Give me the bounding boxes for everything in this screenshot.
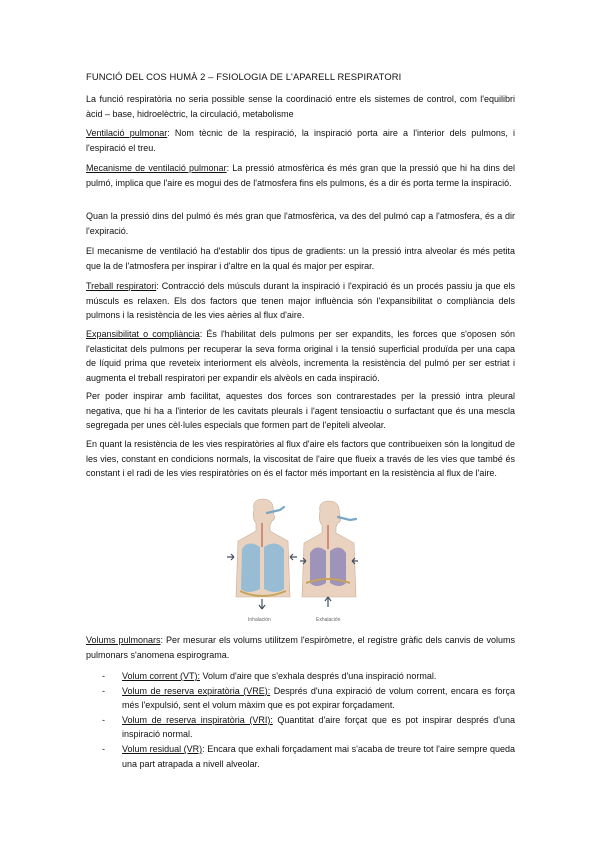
list-item-text: Quantitat d'aire forçat que es pot inspirar després d'una inspiració normal. [122, 714, 515, 740]
term-expansibilitat: Expansibilitat o compliància [86, 329, 200, 339]
paragraph-mecanisme [86, 161, 515, 190]
paragraph-treball [86, 279, 515, 323]
paragraph-text: : Contracció dels músculs durant la inspiració i l'expiració és un procés passiu ja que els músculs es relaxen. Els dos factors que tenen major influència són l'expansibilitat o compliància dels pulmons i la resistència de les vies aèries al flux d'aire. [86, 281, 515, 321]
list-bullet: - [102, 685, 105, 696]
document-title: FUNCIÓ DEL COS HUMÀ 2 – FSIOLOGIA DE L'APARELL RESPIRATORI [86, 71, 402, 82]
term-volum-residual: Volum residual (VR) [122, 743, 203, 754]
term-volum-reserva-expiratoria: Volum de reserva expiratòria (VRE): [122, 685, 271, 696]
list-bullet: - [102, 743, 105, 754]
volume-definitions-list [86, 669, 515, 771]
paragraph-text: : La pressió atmosfèrica és més gran que la pressió que hi ha dins del pulmó, implica que l'aire es mogui des de l'atmosfera fins els pulmons, és a dir és porta terme la inspiració. [86, 163, 515, 188]
caption-inhalation: Inhalación [248, 617, 271, 623]
paragraph-pressio-pleural: Per poder inspirar amb facilitat, aquestes dos forces son contrarestades per la pressió intra pleural negativa, que hi ha a l'interior de les cavitats pleurals i l'agent tensioactiu o surfactant que és una mescla segregada per unes cèl·lules especials que formen part de l'epiteli alveolar. [86, 391, 515, 431]
list-item [86, 713, 515, 742]
paragraph-volums [86, 633, 515, 662]
inhalation-figure [227, 499, 297, 609]
paragraph-expiracio: Quan la pressió dins del pulmó és més gran que l'atmosfèrica, va des del pulmó cap a l'atmosfera, és a dir l'expiració. [86, 211, 515, 236]
paragraph-ventilacio [86, 126, 515, 155]
breathing-illustration [226, 497, 366, 625]
paragraph-text: : És l'habilitat dels pulmons per ser expandits, les forces que s'oposen són l'elasticitat dels pulmons per recuperar la seva forma original i la tensió superficial produïda per una capa de líquid prima que reveteix interiorment els alvèols, incrementa la resistència del pulmó per ser estriat i augmenta el treball respiratori per expandir els alvèols en cada inspiració. [86, 329, 515, 383]
list-item [86, 684, 515, 713]
list-item-text: Després d'una expiració de volum corrent, encara es força més l'expulsió, sent el volum màxim que es pot expirar forçadament. [122, 685, 515, 711]
list-item-text: : Encara que exhali forçadament mai s'acaba de treure tot l'aire sempre queda una part atrapada a nivell alveolar. [122, 743, 515, 769]
term-treball-respiratori: Treball respiratori [86, 281, 157, 291]
list-item [86, 669, 515, 684]
paragraph-resistencia: En quant la resistència de les vies respiratòries al flux d'aire els factors que contribueixen són la longitud de les vies, constant en condicions normals, la viscositat de l'aire que flueix a través de les vies que també és constant i el radi de les vies respiratòries on és el factor més important en la resistència al flux de l'aire. [86, 439, 515, 479]
term-volum-corrent: Volum corrent (VT): [122, 671, 201, 681]
paragraph-expansibilitat [86, 327, 515, 385]
paragraph-text: : Nom tècnic de la respiració, la inspiració porta aire a l'interior dels pulmons, i l'espiració el treu. [86, 128, 515, 153]
term-mecanisme-ventilacio: Mecanisme de ventilació pulmonar [86, 163, 227, 173]
exhalation-figure [300, 501, 358, 607]
paragraph-text: : Per mesurar els volums utilitzem l'espiròmetre, el registre gràfic dels canvis de volums pulmonars s'anomena espirograma. [86, 635, 515, 660]
caption-exhalation: Exhalación [316, 617, 341, 623]
term-ventilacio-pulmonar: Ventilació pulmonar [86, 128, 168, 138]
term-volums-pulmonars: Volums pulmonars [86, 635, 161, 645]
list-item [86, 742, 515, 771]
intro-paragraph: La funció respiratòria no seria possible sense la coordinació entre els sistemes de control, com l'equilibri àcid – base, hidroelèctric, la circulació, metabolisme [86, 94, 515, 119]
term-volum-reserva-inspiratoria: Volum de reserva inspiratòria (VRI): [122, 714, 273, 725]
list-bullet: - [102, 714, 105, 725]
list-item-text: Volum d'aire que s'exhala després d'una inspiració normal. [200, 671, 437, 681]
list-bullet: - [102, 671, 105, 681]
paragraph-gradients: El mecanisme de ventilació ha d'establir dos tipus de gradients: un la pressió intra alveolar és més petita que la de l'atmosfera per inspirar i d'altre en la qual és major per espirar. [86, 246, 515, 271]
